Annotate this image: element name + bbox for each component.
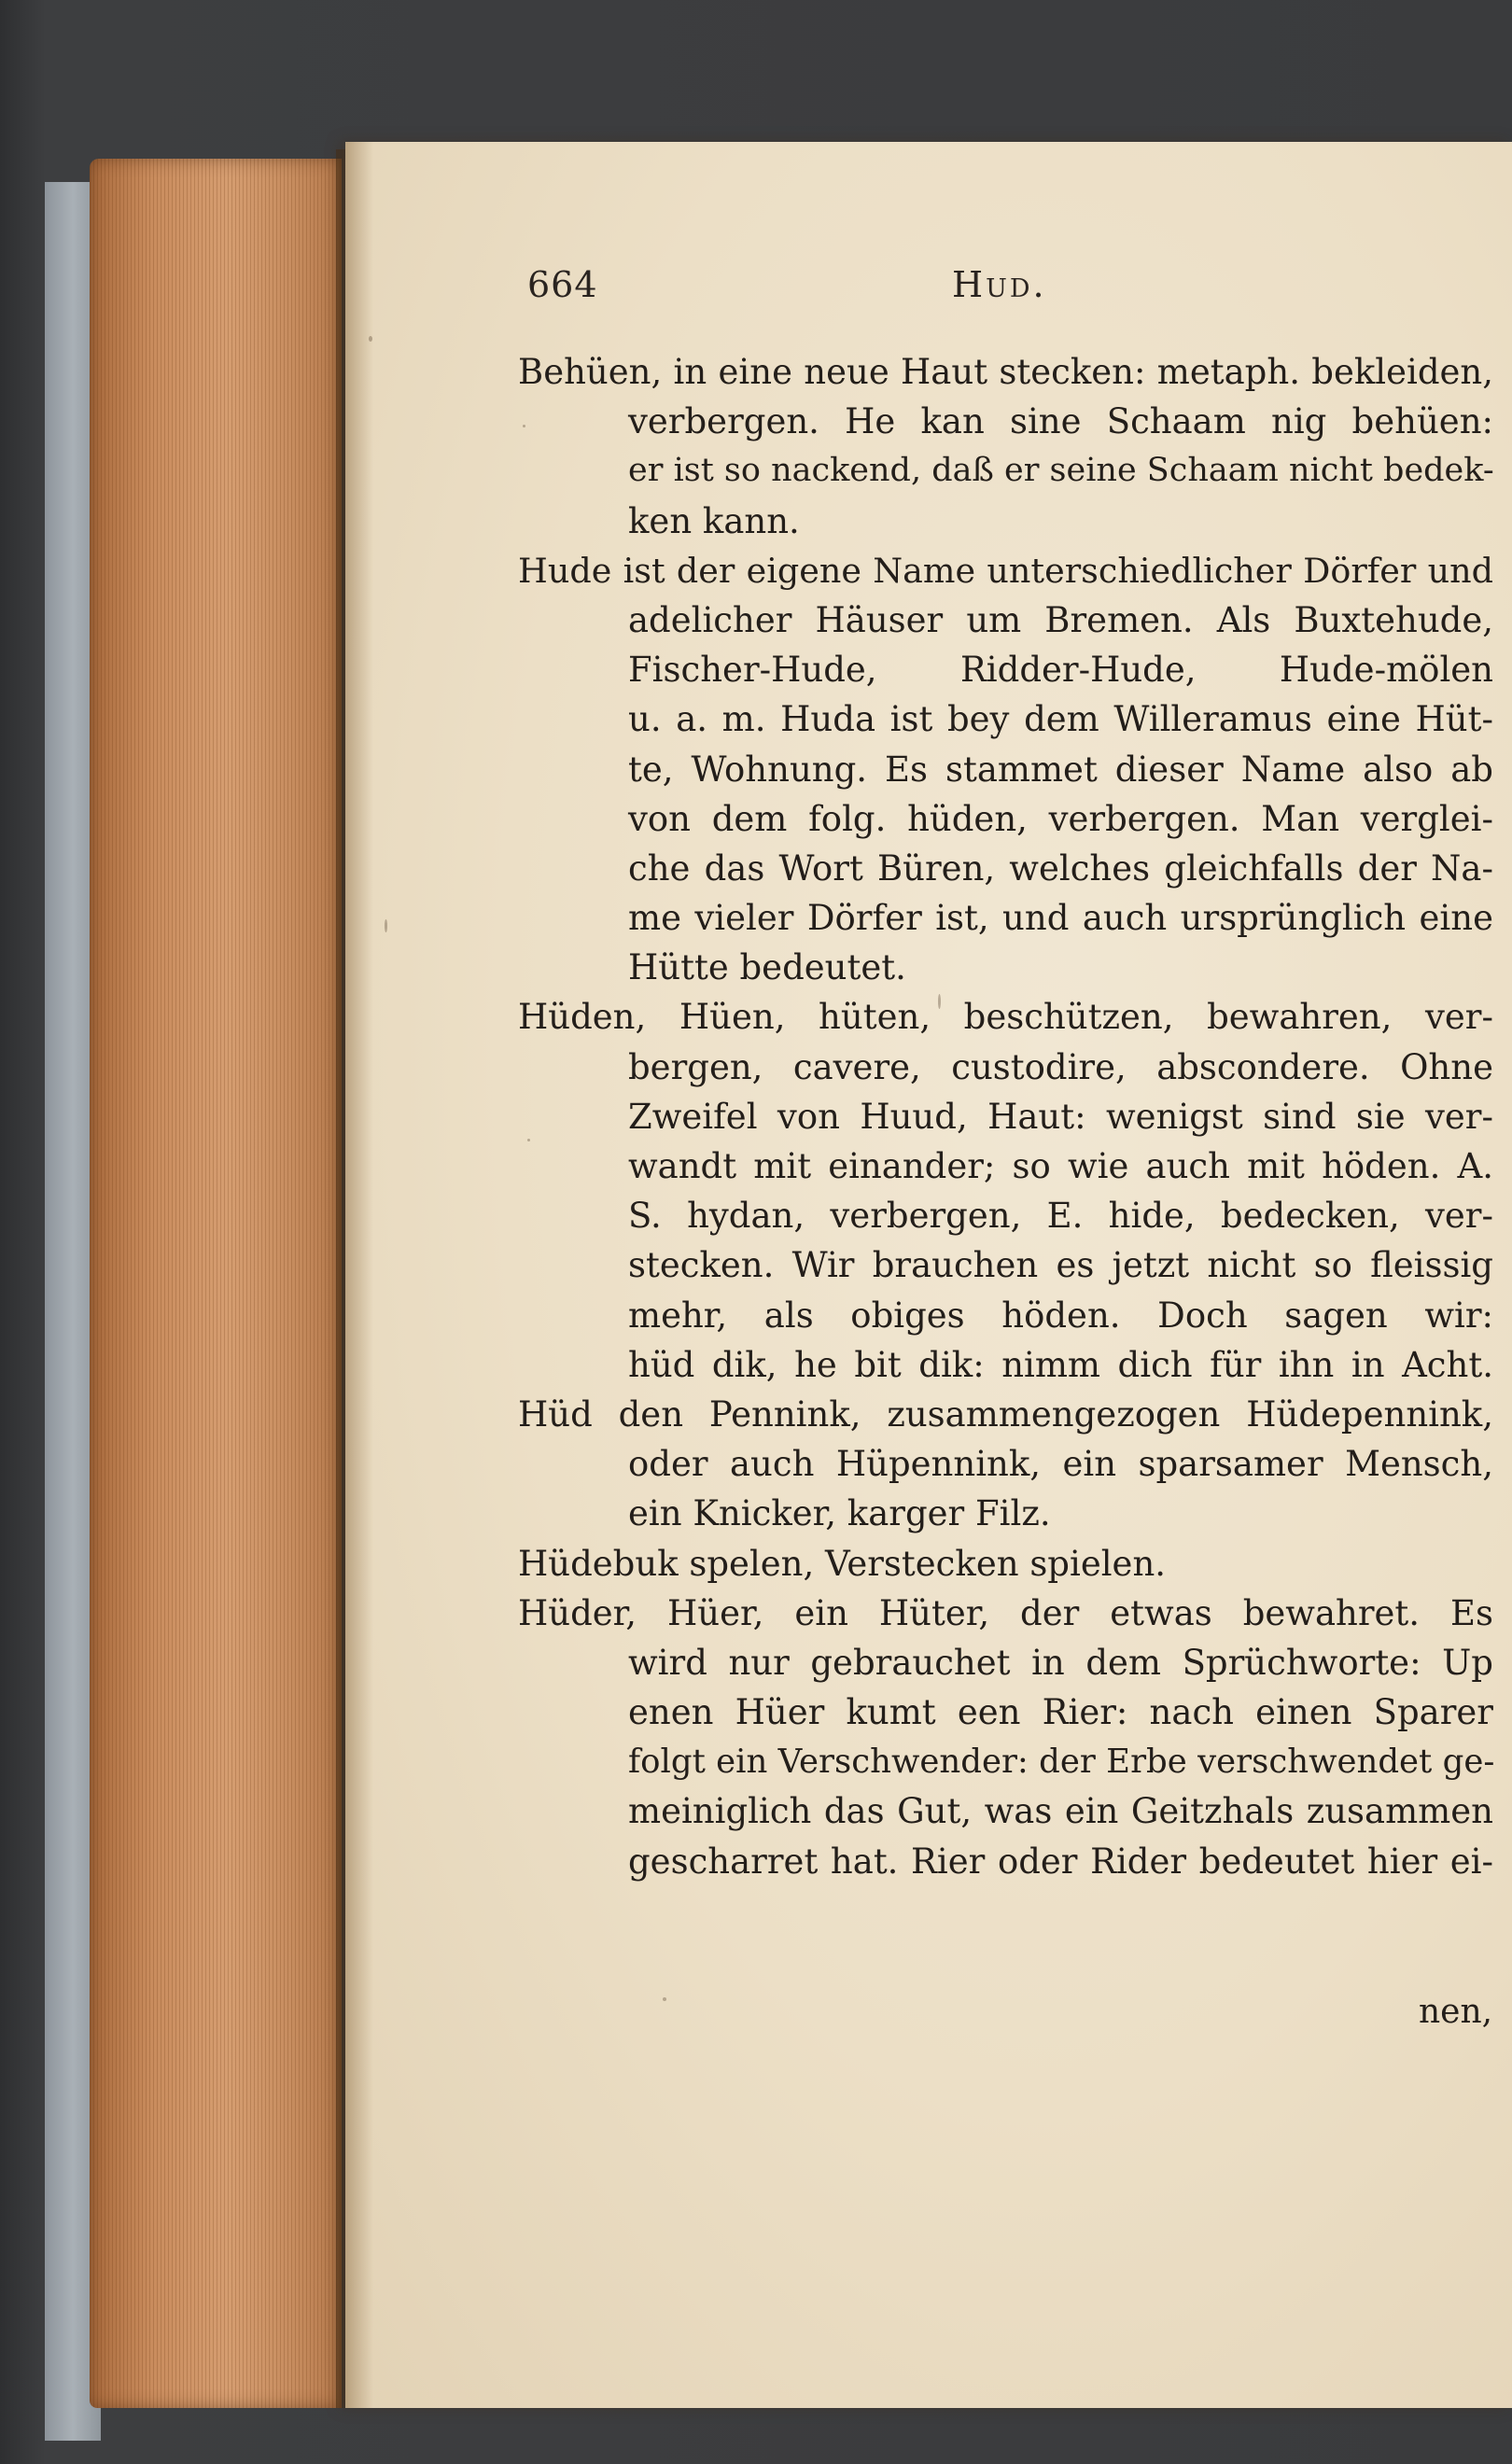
- text-line: hüd dik, he bit dik: nimm dich für ihn in Acht.: [628, 1344, 1493, 1385]
- paper-speck: [385, 919, 387, 932]
- text-line: che das Wort Büren, welches gleichfalls der Na-: [628, 847, 1493, 889]
- text-line: Hude ist der eigene Name unterschiedlicher Dörfer und: [518, 550, 1493, 591]
- text-line: mehr, als obiges höden. Doch sagen wir:: [628, 1295, 1493, 1336]
- page-number: 664: [527, 264, 598, 305]
- page-edges: [90, 159, 342, 2408]
- text-line: Hütte bedeutet.: [628, 947, 906, 988]
- text-line: folgt ein Verschwender: der Erbe verschwendet ge-: [628, 1743, 1495, 1782]
- text-line: meiniglich das Gut, was ein Geitzhals zusammen: [628, 1791, 1493, 1832]
- text-line: wandt mit einander; so wie auch mit höden. A.: [628, 1146, 1493, 1186]
- text-line: Zweifel von Huud, Haut: wenigst sind sie ver-: [628, 1096, 1493, 1137]
- running-head: Hud.: [952, 264, 1047, 305]
- text-line: Hüdebuk spelen, Verstecken spielen.: [518, 1543, 1167, 1584]
- dictionary-text: [518, 347, 1493, 1886]
- page-fold-shadow: [345, 142, 373, 2408]
- text-line: wird nur gebrauchet in dem Sprüchworte: Up: [628, 1642, 1493, 1683]
- text-line: gescharret hat. Rier oder Rider bedeutet hier ei-: [628, 1841, 1493, 1882]
- text-line: Fischer-Hude, Ridder-Hude, Hude-mölen: [628, 650, 1493, 691]
- text-line: me vieler Dörfer ist, und auch ursprünglich eine: [628, 898, 1493, 939]
- text-line: u. a. m. Huda ist bey dem Willeramus eine Hüt-: [628, 699, 1493, 740]
- text-line: bergen, cavere, custodire, abscondere. Ohne: [628, 1046, 1493, 1087]
- text-line: oder auch Hüpennink, ein sparsamer Mensch,: [628, 1444, 1493, 1485]
- text-line: Hüden, Hüen, hüten, beschützen, bewahren, ver-: [518, 997, 1493, 1038]
- text-line: S. hydan, verbergen, E. hide, bedecken, ver-: [628, 1196, 1493, 1237]
- paper-speck: [369, 336, 372, 342]
- text-line: enen Hüer kumt een Rier: nach einen Sparer: [628, 1692, 1493, 1733]
- text-line: stecken. Wir brauchen es jetzt nicht so fleissig: [628, 1245, 1493, 1286]
- page-header: [527, 264, 1498, 311]
- text-line: ken kann.: [628, 500, 800, 541]
- text-line: te, Wohnung. Es stammet dieser Name also ab: [628, 749, 1493, 790]
- paper-speck: [663, 1997, 666, 2001]
- text-line: Hüder, Hüer, ein Hüter, der etwas bewahret. Es: [518, 1592, 1493, 1633]
- text-line: Behüen, in eine neue Haut stecken: metaph. bekleiden,: [518, 352, 1493, 392]
- text-line: adelicher Häuser um Bremen. Als Buxtehude,: [628, 599, 1493, 640]
- text-line: verbergen. He kan sine Schaam nig behüen:: [628, 401, 1493, 442]
- text-line: er ist so nackend, daß er seine Schaam nicht bedek-: [628, 452, 1494, 490]
- text-line: ein Knicker, karger Filz.: [628, 1493, 1051, 1534]
- text-line: von dem folg. hüden, verbergen. Man verglei-: [628, 798, 1493, 839]
- text-line: Hüd den Pennink, zusammengezogen Hüdepennink,: [518, 1393, 1493, 1435]
- catchword: nen,: [1419, 1993, 1493, 2031]
